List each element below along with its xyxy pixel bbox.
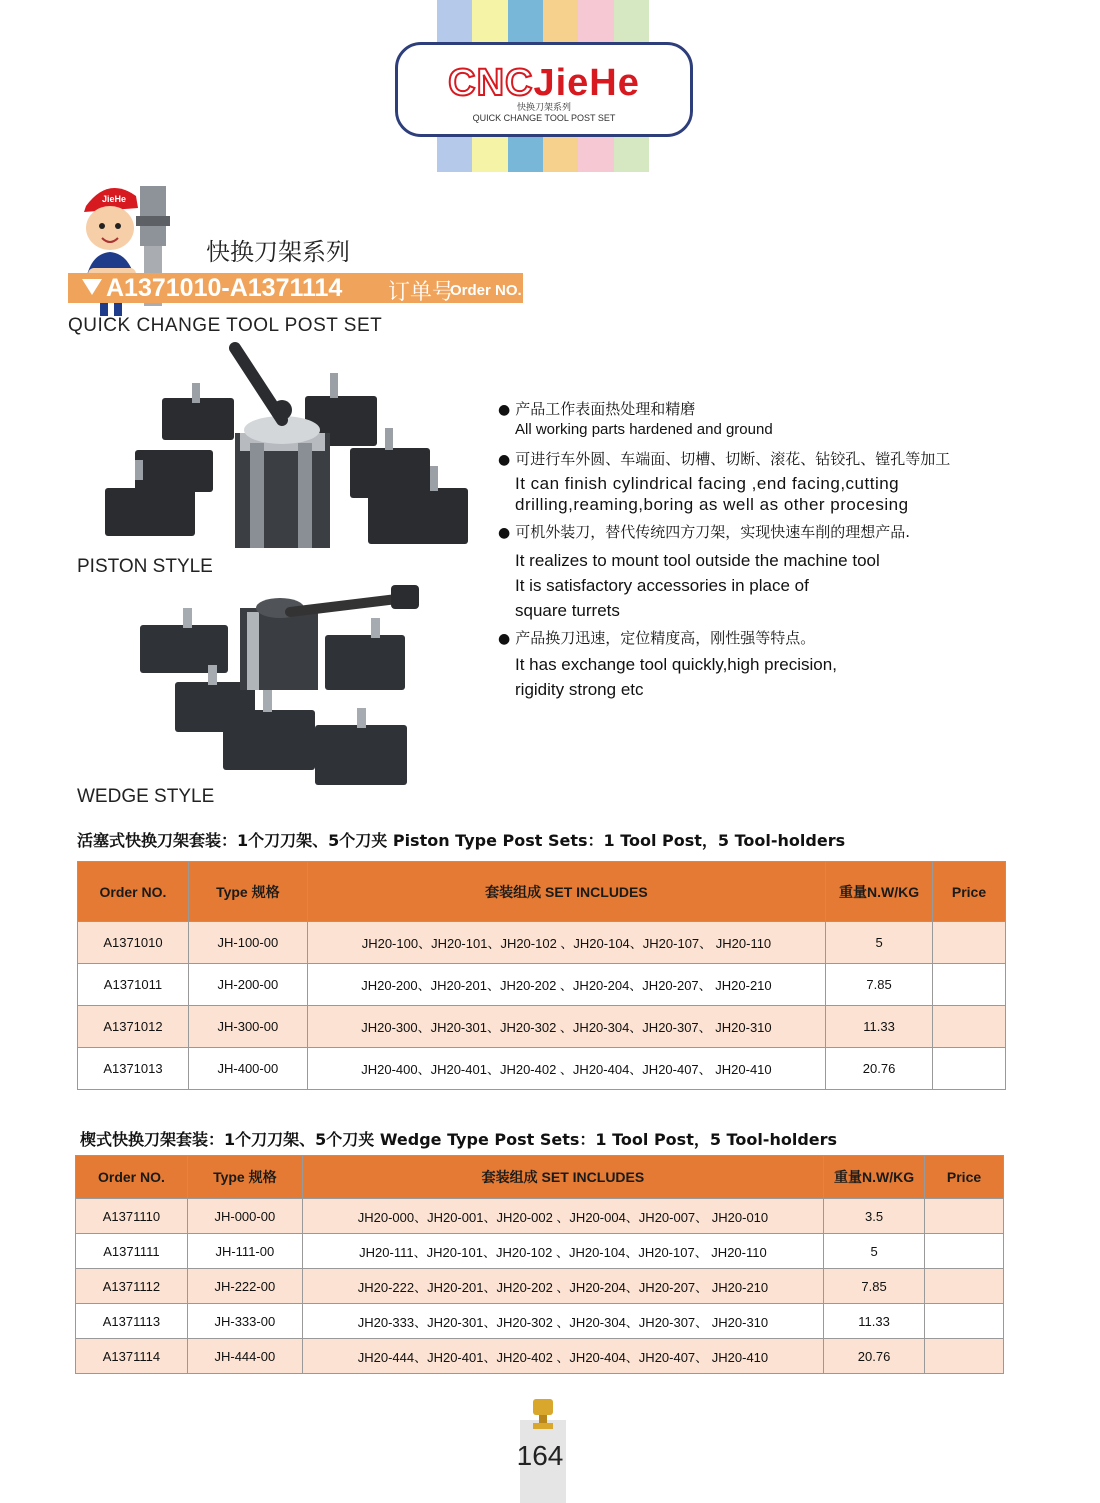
feature-en: It can finish cylindrical facing ,end facing,cutting — [515, 474, 900, 493]
cell-order-no: A1371012 — [78, 1006, 189, 1048]
feature-cn: ● 产品工作表面热处理和精磨 — [498, 398, 1058, 419]
features-list — [498, 398, 1058, 706]
logo-subtitle-cn: 快换刀架系列 — [516, 103, 571, 113]
cell-set-includes: JH20-000、JH20-001、JH20-002 、JH20-004、JH20-007、 JH20-010 — [302, 1199, 823, 1234]
table-row — [76, 1304, 1004, 1339]
col-header: Type 规格 — [188, 862, 307, 922]
cell-weight: 3.5 — [824, 1199, 925, 1234]
cell-type: JH-100-00 — [188, 922, 307, 964]
piston-sets-table — [77, 861, 1006, 1090]
col-header: Price — [933, 862, 1006, 922]
feature-cn: ● 产品换刀迅速，定位精度高，刚性强等特点。 — [498, 627, 1058, 648]
section-title-en: QUICK CHANGE TOOL POST SET — [68, 315, 383, 336]
table-row — [78, 1006, 1006, 1048]
piston-style-label: PISTON STYLE — [77, 556, 213, 577]
cell-set-includes: JH20-111、JH20-101、JH20-102 、JH20-104、JH20-107、 JH20-110 — [302, 1234, 823, 1269]
page-number: 164 — [516, 1440, 564, 1471]
trophy-icon — [527, 1397, 559, 1433]
cell-type: JH-200-00 — [188, 964, 307, 1006]
feature-item — [498, 627, 1058, 700]
cell-set-includes: JH20-200、JH20-201、JH20-202 、JH20-204、JH20-207、 JH20-210 — [307, 964, 825, 1006]
col-header: Order NO. — [76, 1156, 188, 1199]
cell-price — [925, 1269, 1004, 1304]
cell-order-no: A1371111 — [76, 1234, 188, 1269]
col-header: Order NO. — [78, 862, 189, 922]
triangle-down-icon — [82, 279, 102, 295]
cell-set-includes: JH20-222、JH20-201、JH20-202 、JH20-204、JH20-207、 JH20-210 — [302, 1269, 823, 1304]
feature-cn: ● 可进行车外圆、车端面、切槽、切断、滚花、钻铰孔、镗孔等加工 — [498, 448, 1058, 469]
table-row — [78, 964, 1006, 1006]
cell-order-no: A1371011 — [78, 964, 189, 1006]
cell-weight: 20.76 — [826, 1048, 933, 1090]
cell-price — [933, 922, 1006, 964]
cell-weight: 7.85 — [826, 964, 933, 1006]
wedge-style-label: WEDGE STYLE — [77, 786, 215, 807]
feature-en: It is satisfactory accessories in place of — [515, 576, 809, 595]
cell-order-no: A1371114 — [76, 1339, 188, 1374]
logo-subtitle-en: QUICK CHANGE TOOL POST SET — [472, 113, 616, 123]
piston-style-product-image — [100, 338, 475, 553]
wedge-style-product-image — [135, 570, 435, 805]
cell-order-no: A1371013 — [78, 1048, 189, 1090]
cell-type: JH-444-00 — [187, 1339, 302, 1374]
table-row — [76, 1269, 1004, 1304]
order-label-cn: 订单号 — [388, 280, 455, 305]
feature-en: All working parts hardened and ground — [515, 421, 773, 438]
cell-weight: 11.33 — [826, 1006, 933, 1048]
feature-en: drilling,reaming,boring as well as other procesing — [515, 495, 909, 514]
cell-weight: 5 — [826, 922, 933, 964]
order-range-bar — [68, 273, 523, 303]
cell-price — [925, 1234, 1004, 1269]
series-title-cn: 快换刀架系列 — [206, 238, 350, 266]
feature-en: rigidity strong etc — [515, 680, 644, 699]
cell-weight: 20.76 — [824, 1339, 925, 1374]
cell-price — [933, 1006, 1006, 1048]
cell-type: JH-000-00 — [187, 1199, 302, 1234]
table1-title: 活塞式快换刀架套装：1个刀刀架、5个刀夹 Piston Type Post Sets：1 Tool Post，5 Tool-holders — [77, 831, 846, 850]
cell-weight: 11.33 — [824, 1304, 925, 1339]
feature-item — [498, 448, 1058, 515]
feature-en: square turrets — [515, 601, 620, 620]
table2-title: 楔式快换刀架套装：1个刀刀架、5个刀夹 Wedge Type Post Sets：1 Tool Post，5 Tool-holders — [80, 1130, 838, 1149]
cell-set-includes: JH20-100、JH20-101、JH20-102 、JH20-104、JH20-107、 JH20-110 — [307, 922, 825, 964]
cell-price — [933, 964, 1006, 1006]
table-row — [76, 1339, 1004, 1374]
logo-jiehe: JieHe — [533, 62, 640, 104]
feature-cn: ● 可机外装刀，替代传统四方刀架，实现快速车削的理想产品. — [498, 521, 1058, 542]
table-row — [78, 1048, 1006, 1090]
table-header-row — [78, 862, 1006, 922]
cell-set-includes: JH20-300、JH20-301、JH20-302 、JH20-304、JH20-307、 JH20-310 — [307, 1006, 825, 1048]
table-row — [78, 922, 1006, 964]
col-header: Type 规格 — [187, 1156, 302, 1199]
cell-order-no: A1371110 — [76, 1199, 188, 1234]
cell-price — [925, 1199, 1004, 1234]
mascot-illustration — [78, 176, 183, 326]
cell-type: JH-222-00 — [187, 1269, 302, 1304]
cell-set-includes: JH20-444、JH20-401、JH20-402 、JH20-404、JH20-407、 JH20-410 — [302, 1339, 823, 1374]
col-header: 重量N.W/KG — [826, 862, 933, 922]
table-row — [76, 1199, 1004, 1234]
cell-weight: 5 — [824, 1234, 925, 1269]
cell-type: JH-300-00 — [188, 1006, 307, 1048]
col-header: Price — [925, 1156, 1004, 1199]
col-header: 套装组成 SET INCLUDES — [307, 862, 825, 922]
cell-weight: 7.85 — [824, 1269, 925, 1304]
order-range: A1371010-A1371114 — [106, 274, 343, 302]
feature-en: It realizes to mount tool outside the machine tool — [515, 551, 880, 570]
table-row — [76, 1234, 1004, 1269]
cell-type: JH-400-00 — [188, 1048, 307, 1090]
col-header: 套装组成 SET INCLUDES — [302, 1156, 823, 1199]
cell-price — [925, 1304, 1004, 1339]
cell-price — [925, 1339, 1004, 1374]
cell-set-includes: JH20-400、JH20-401、JH20-402 、JH20-404、JH20-407、 JH20-410 — [307, 1048, 825, 1090]
cell-type: JH-111-00 — [187, 1234, 302, 1269]
logo-cnc: CNC — [448, 62, 534, 104]
cell-order-no: A1371112 — [76, 1269, 188, 1304]
cell-type: JH-333-00 — [187, 1304, 302, 1339]
feature-item — [498, 398, 1058, 440]
feature-en: It has exchange tool quickly,high precision, — [515, 655, 837, 674]
order-label-en: Order NO. — [450, 282, 522, 299]
cell-order-no: A1371010 — [78, 922, 189, 964]
feature-item — [498, 521, 1058, 621]
wedge-sets-table — [75, 1155, 1004, 1374]
mascot-cap-text: JieHe — [102, 194, 127, 204]
brand-logo — [395, 42, 693, 137]
table-header-row — [76, 1156, 1004, 1199]
logo-wordmark — [398, 63, 690, 103]
cell-price — [933, 1048, 1006, 1090]
cell-set-includes: JH20-333、JH20-301、JH20-302 、JH20-304、JH20-307、 JH20-310 — [302, 1304, 823, 1339]
col-header: 重量N.W/KG — [824, 1156, 925, 1199]
cell-order-no: A1371113 — [76, 1304, 188, 1339]
